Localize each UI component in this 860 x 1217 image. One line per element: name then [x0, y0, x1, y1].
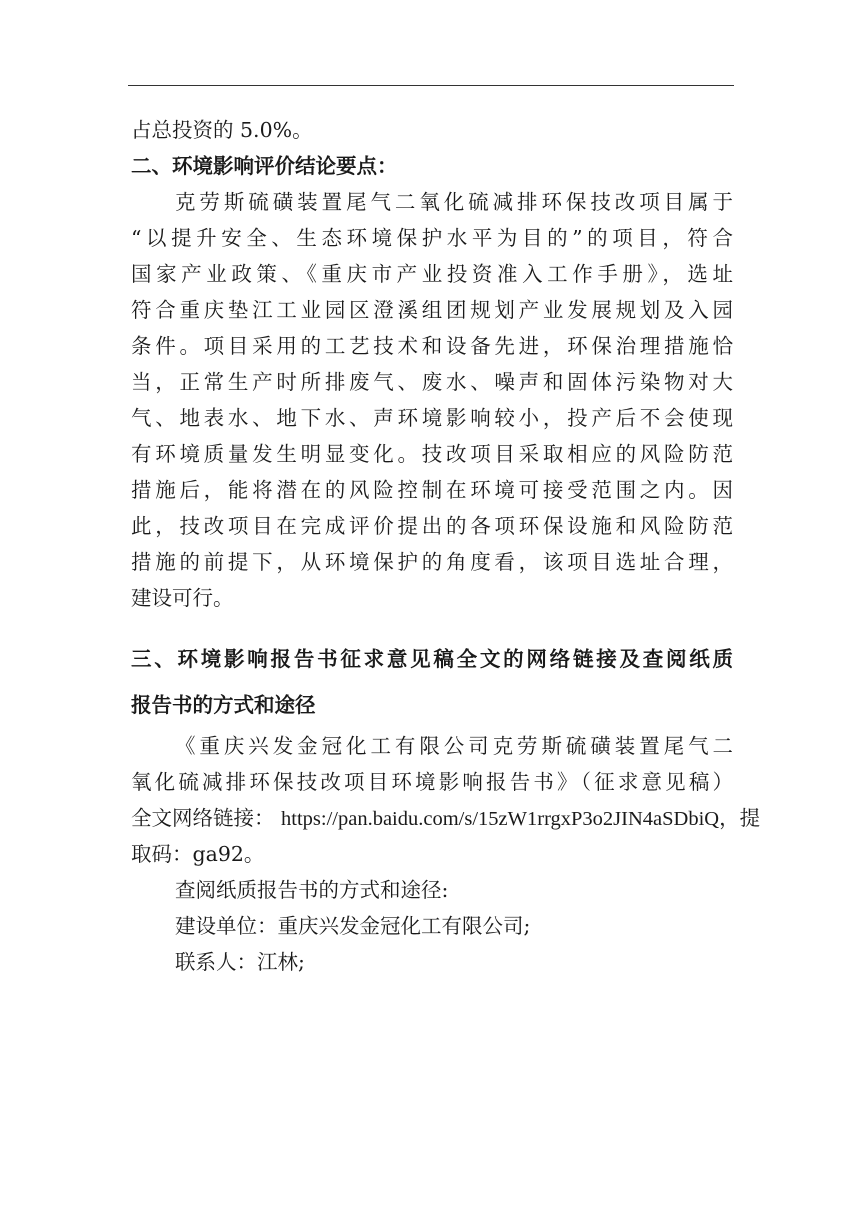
header-rule	[128, 85, 734, 86]
section3-heading-line2: 报告书的方式和途径	[131, 693, 316, 717]
report-link[interactable]: https://pan.baidu.com/s/15zW1rrgxP3o2JIN4aSDbiQ	[281, 808, 720, 830]
report-title-line: 《重庆兴发金冠化工有限公司克劳斯硫磺装置尾气二	[175, 734, 733, 758]
section2-line: 国家产业政策、《重庆市产业投资准入工作手册》，选址	[131, 262, 733, 286]
section1-tail-text: 占总投资的 5.0%。	[131, 118, 313, 142]
extraction-code-line: 取码：ga92。	[131, 842, 265, 866]
section2-line: 有环境质量发生明显变化。技改项目采取相应的风险防范	[131, 442, 733, 466]
section3-heading-line1: 三、环境影响报告书征求意见稿全文的网络链接及查阅纸质	[131, 647, 733, 671]
builder-line: 建设单位：重庆兴发金冠化工有限公司;	[175, 914, 531, 938]
section-spacer	[131, 616, 733, 636]
link-label: 全文网络链接：	[131, 806, 275, 830]
section2-line: “以提升安全、生态环境保护水平为目的”的项目，符合	[131, 226, 733, 250]
section2-line: 气、地表水、地下水、声环境影响较小，投产后不会使现	[131, 406, 733, 430]
section3-paragraph	[131, 728, 761, 980]
section2-line: 措施的前提下，从环境保护的角度看，该项目选址合理，	[131, 550, 733, 574]
contact-line: 联系人：江林;	[175, 950, 305, 974]
section2-line: 当，正常生产时所排废气、废水、噪声和固体污染物对大	[131, 370, 733, 394]
link-separator: ，提	[719, 806, 761, 830]
link-line	[131, 800, 761, 836]
section2-line: 克劳斯硫磺装置尾气二氧化硫减排环保技改项目属于	[175, 190, 733, 214]
section2-paragraph	[131, 184, 733, 616]
section2-line: 符合重庆垫江工业园区澄溪组团规划产业发展规划及入园	[131, 298, 733, 322]
section2-line: 建设可行。	[131, 586, 234, 610]
section2-line: 措施后，能将潜在的风险控制在环境可接受范围之内。因	[131, 478, 733, 502]
access-method-title: 查阅纸质报告书的方式和途径:	[175, 878, 449, 902]
section2-line: 此，技改项目在完成评价提出的各项环保设施和风险防范	[131, 514, 733, 538]
section2-line: 条件。项目采用的工艺技术和设备先进，环保治理措施恰	[131, 334, 733, 358]
section2-heading: 二、环境影响评价结论要点：	[131, 154, 398, 178]
document-body	[131, 112, 761, 980]
report-title-line: 氧化硫减排环保技改项目环境影响报告书》（征求意见稿）	[131, 770, 733, 794]
